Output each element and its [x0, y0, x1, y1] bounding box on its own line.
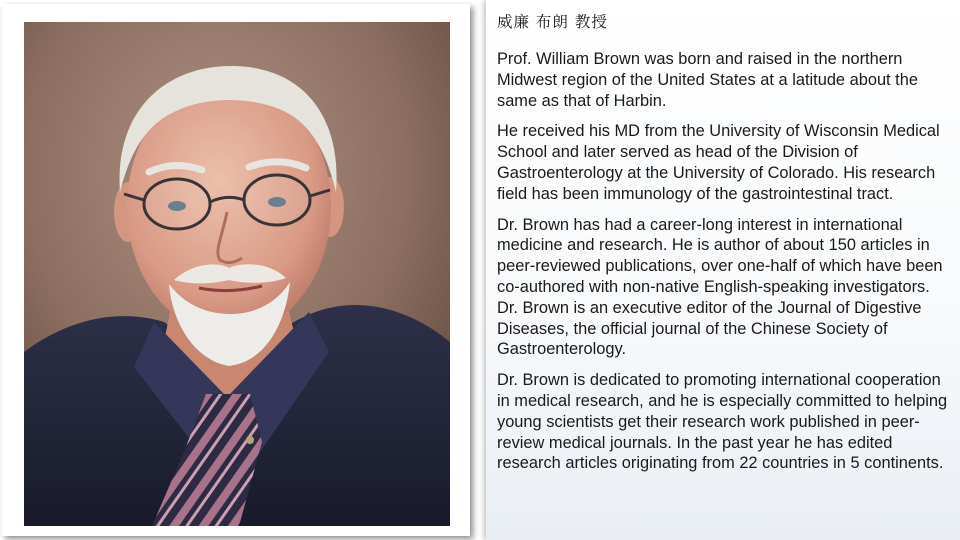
eye-right [268, 197, 286, 207]
bio-paragraph-education: He received his MD from the University of Wisconsin Medical School and later served as head of the Division of Gastroenterology at the University of Colorado. His research field has been immunology of the gastrointestinal tract. [497, 122, 940, 203]
bio-paragraph-international-work: Dr. Brown is dedicated to promoting international cooperation in medical research, and he is especially committed to helping young scientists get their research work published in peer-review medical journals. In the past year he has edited research articles originating from 22 countries in 5 continents. [497, 371, 948, 473]
bio-name-chinese: 威廉 布朗 教授 [497, 13, 608, 31]
bio-panel [486, 0, 960, 540]
bio-paragraph-upbringing: Prof. William Brown was born and raised in the northern Midwest region of the United States at a latitude about the same as that of Harbin. [497, 50, 918, 110]
portrait-photo [24, 22, 450, 526]
bio-paragraph-publications: Dr. Brown has had a career-long interest in international medicine and research. He is author of about 150 articles in peer-reviewed publications, over one-half of which have been co-authored with non-native English-speaking investigators. Dr. Brown is an executive editor of the Journal of Digestive Diseases, the official journal of the Chinese Society of Gastroenterology. [497, 215, 943, 359]
portrait-frame [2, 4, 470, 536]
eye-left [168, 201, 186, 211]
shirt-button [246, 436, 254, 444]
